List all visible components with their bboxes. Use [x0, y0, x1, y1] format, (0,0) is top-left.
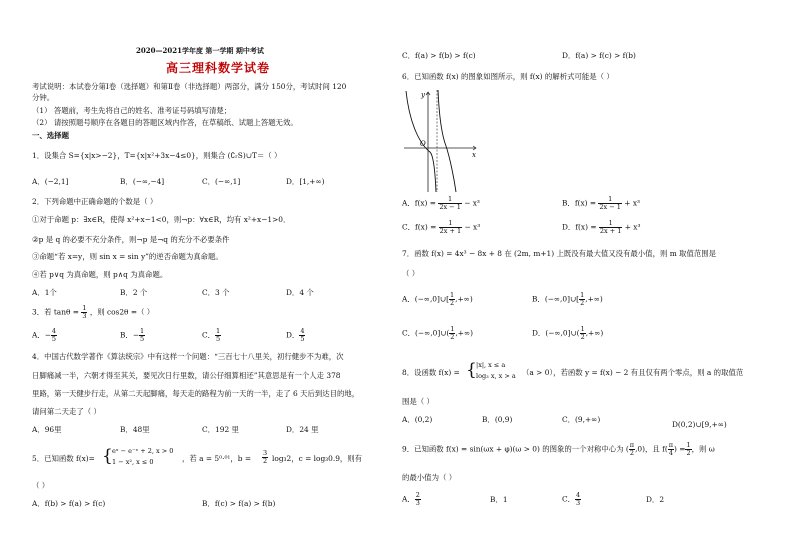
- q2-stem: 2．下列命题中正确命题的个数是（ ）: [32, 197, 158, 206]
- q3-option-b: B．− $\frac{1}{5}$: [120, 327, 145, 343]
- notes-line-1: 考试说明：本试卷分第Ⅰ卷（选择题）和第Ⅱ卷（非选择题）两部分，满分 150分，考试时间 120: [32, 82, 347, 91]
- q1-stem: 1．设集合 S={x|x>−2}，T={x|x²+3x−4≤0}，则集合 (∁ᵣS)∪T＝（ ）: [32, 151, 282, 160]
- q8-option-c: C．(9,+∞): [562, 415, 601, 424]
- q8-stem: 8．设函数 f(x) = { |x|, x ≤ a log₃ x, x > a （a > 0），若函数 y = f(x) − 2 有且仅有两个零点，则 a 的取值范: [402, 360, 744, 380]
- q9-stem: 9．已知函数 f(x) = sin(ωx + φ)(ω > 0) 的图象的一个对称中心为 ( $\frac{\pi}{2}$ ,0)，且 f( $\frac{\pi}{4}$ ) = $\frac{1}{2}$ ，则 ω: [402, 441, 715, 457]
- q2-option-d: D．4 个: [286, 288, 314, 297]
- q8-option-b: B．(0,9): [482, 415, 513, 424]
- q7-option-c: C．(−∞,0]∪( $\frac{1}{2}$ ,+∞): [402, 325, 474, 341]
- q4-line-4: 请问第二天走了（ ）: [32, 407, 101, 416]
- q4-option-d: D．24 里: [286, 425, 319, 434]
- q5-fraction: $\frac{3}{2}$: [263, 449, 268, 465]
- q6-stem: 6．已知函数 f(x) 的图象如图所示，则 f(x) 的解析式可能是（ ）: [402, 72, 614, 81]
- q9-line-2: 的最小值为（ ）: [402, 473, 457, 482]
- q2-statement-2: ②p 是 q 的必要不充分条件，则¬p 是¬q 的充分不必要条件: [32, 235, 230, 244]
- q6-option-d: D．f(x) = $\frac{1}{2x + 1}$ + x³: [562, 219, 641, 235]
- q7-option-a: A．(−∞,0]∪[ $\frac{1}{2}$ ,+∞): [402, 291, 473, 307]
- page-title: 高三理科数学试卷: [166, 61, 271, 75]
- q9-option-d: D．2: [646, 495, 665, 504]
- q3-option-d: D． $\frac{4}{5}$: [286, 327, 305, 343]
- q2-option-c: C．3 个: [202, 288, 230, 297]
- notes-line-3: （1） 答题前，考生先将自己的姓名、准考证号码填写清楚；: [32, 106, 232, 115]
- q3-option-c: C． $\frac{1}{5}$: [202, 327, 221, 343]
- q3-fraction: $\frac{1}{3}$: [82, 304, 87, 320]
- origin-label: O: [420, 140, 426, 148]
- q7-option-d: D．(−∞,0]∪( $\frac{1}{2}$ ,+∞): [532, 325, 604, 341]
- q2-option-b: B．2 个: [120, 288, 148, 297]
- q4-option-b: B．48里: [120, 425, 150, 434]
- q2-statement-3: ③命题“若 x=y，则 sin x = sin y”的逆否命题为真命题。: [32, 252, 223, 261]
- section-heading: 一、选择题: [32, 131, 69, 140]
- q8-option-d: D(0,2)∪[9,+∞): [672, 420, 727, 429]
- q1-option-b: B．(−∞,−4]: [120, 177, 165, 186]
- q9-option-b: B．1: [490, 495, 508, 504]
- q7-stem: 7．函数 f(x) = 4x³ − 8x + 8 在 (2m, m+1) 上既没有最大值又没有最小值，则 m 取值范围是: [402, 249, 717, 258]
- q2-statement-1: ①对于命题 p：∃x∈R，使得 x²+x−1<0，则¬p：∀x∈R，均有 x²+x−1>0．: [32, 215, 291, 224]
- notes-line-2: 分钟。: [32, 93, 55, 102]
- q8-option-a: A．(0,2): [402, 415, 433, 424]
- q2-statement-4: ④若 p∨q 为真命题，则 p∧q 为真命题。: [32, 270, 168, 279]
- q6-option-c: C．f(x) = $\frac{1}{2x + 1}$ − x³: [402, 219, 481, 235]
- q5-option-c: C．f(a) > f(b) > f(c): [402, 51, 476, 60]
- q4-line-2: 日脚痛减一半，六朝才得至其关，要见次日行里数，请公仔细算相还”其意思是有一个人走 378: [32, 371, 341, 380]
- exam-header: 2020—2021学年度 第一学期 期中考试: [136, 46, 264, 55]
- axis-label-y: y: [421, 91, 425, 99]
- q8-line-2: 围是（ ）: [402, 397, 434, 406]
- q5-answer-paren: （ ）: [32, 481, 50, 490]
- q8-brace: {: [466, 360, 477, 380]
- q4-option-a: A．96里: [32, 425, 62, 434]
- axis-label-x: x: [472, 151, 476, 159]
- q1-option-a: A．(−2,1]: [32, 177, 69, 186]
- notes-line-4: （2） 请按照题号顺序在各题目的答题区域内作答，在草稿纸、试题上答题无效。: [32, 118, 298, 127]
- q3-option-a: A．− $\frac{4}{5}$: [32, 327, 57, 343]
- q3-stem: 3．若 tanθ = $\frac{1}{3}$ ，则 cos2θ =（ ）: [32, 304, 155, 320]
- q4-line-1: 4．中国古代数学著作《算法统宗》中有这样一个问题：“三百七十八里关，初行健步不为难，次: [32, 352, 344, 361]
- q1-option-d: D．[1,+∞): [286, 177, 325, 186]
- q2-option-a: A．1个: [32, 288, 57, 297]
- q7-option-b: B．(−∞,0]∪[ $\frac{1}{2}$ ,+∞): [532, 291, 603, 307]
- q4-option-c: C．192 里: [202, 425, 239, 434]
- q5-option-b: B．f(c) > f(a) > f(b): [202, 499, 276, 508]
- q5-brace: {: [102, 446, 113, 466]
- q5-option-d: D．f(a) > f(c) > f(b): [562, 51, 636, 60]
- q9-option-c: C． $\frac{4}{3}$: [562, 491, 581, 507]
- q7-answer-paren: （ ）: [402, 269, 420, 278]
- q5-option-a: A．f(b) > f(a) > f(c): [32, 499, 106, 508]
- q1-option-c: C．(−∞,1]: [202, 177, 241, 186]
- curve-right-branch: [438, 90, 456, 192]
- q4-line-3: 里路，第一天健步行走，从第二天起脚痛，每天走的路程为前一天的一半，走了 6 天后到达目的地，: [32, 389, 360, 398]
- q6-option-b: B．f(x) = $\frac{1}{2x - 1}$ + x³: [562, 195, 640, 211]
- q6-function-graph: [402, 88, 482, 193]
- q9-option-a: A． $\frac{2}{3}$: [402, 491, 420, 507]
- q6-option-a: A．f(x) = $\frac{1}{2x - 1}$ − x³: [402, 195, 480, 211]
